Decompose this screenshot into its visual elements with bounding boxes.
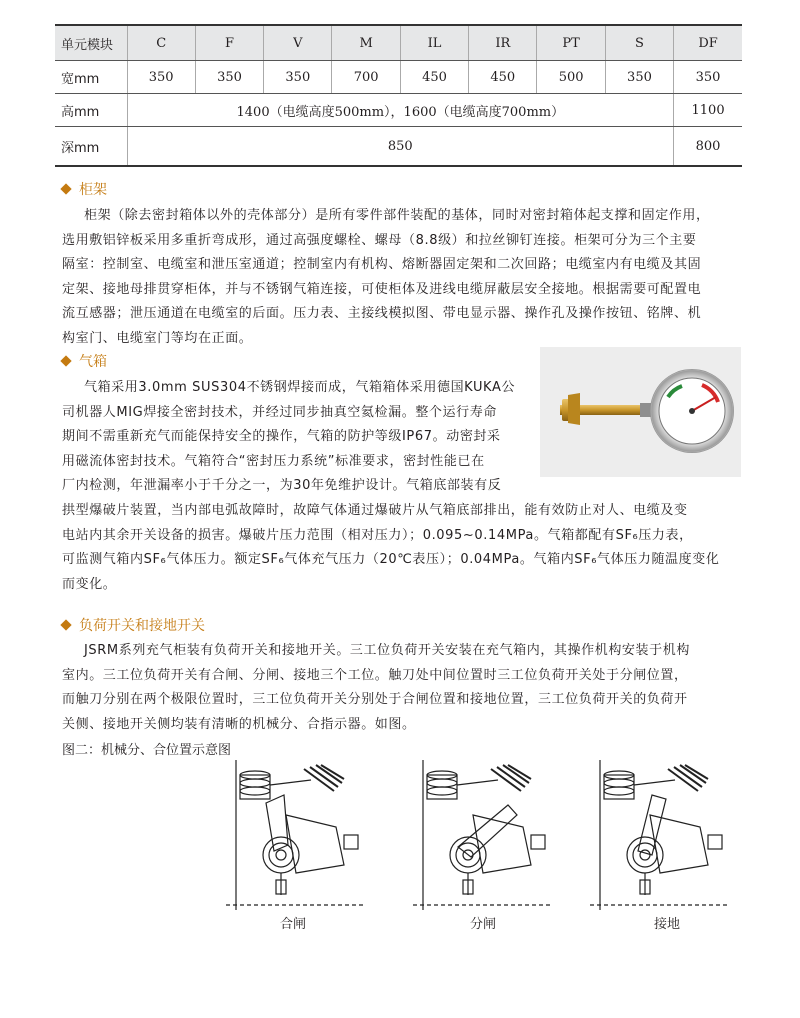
- paragraph-gasbox-full: [62, 499, 752, 597]
- table-cell-merged: 1400（电缆高度500mm），1600（电缆高度700mm）: [127, 94, 674, 127]
- section-heading-gasbox: [62, 351, 107, 371]
- diamond-bullet-icon: [60, 183, 71, 194]
- text-line: 厂内检测，年泄漏率小于千分之一，为30年免维护设计。气箱底部装有反: [62, 478, 502, 494]
- table-cell: 1100: [674, 94, 742, 127]
- text-line: 构室门、电缆室门等均在正面。: [62, 330, 253, 346]
- table-row-height: [55, 94, 742, 127]
- text-line: 选用敷铝锌板采用多重折弯成形，通过高强度螺栓、螺母（8.8级）和拉丝铆钉连接。柜架可分为三个主要: [62, 232, 697, 248]
- row-label: 宽mm: [55, 61, 127, 94]
- table-header-cell: IL: [400, 25, 468, 61]
- table-cell: 800: [674, 127, 742, 167]
- text-line: 室内。三工位负荷开关有合闸、分闸、接地三个工位。触刀处中间位置时三工位负荷开关处于分闸位置，: [62, 667, 688, 683]
- row-label: 深mm: [55, 127, 127, 167]
- section-heading-switch: [62, 615, 205, 635]
- mechanism-drawing-closed: [226, 755, 376, 915]
- table-header-cell: V: [264, 25, 332, 61]
- table-header-cell: F: [195, 25, 263, 61]
- text-line: 用磁流体密封技术。气箱符合“密封压力系统”标准要求，密封性能已在: [62, 453, 485, 469]
- table-cell: 350: [605, 61, 673, 94]
- table-header-cell: PT: [537, 25, 605, 61]
- diamond-bullet-icon: [60, 619, 71, 630]
- text-line: 拱型爆破片装置，当内部电弧故障时，故障气体通过爆破片从气箱底部排出，能有效防止对人、电缆及变: [62, 503, 688, 518]
- table-cell: 350: [264, 61, 332, 94]
- text-line: 而触刀分别在两个极限位置时，三工位负荷开关分别处于合闸位置和接地位置，三工位负荷开关的负荷开: [62, 692, 688, 708]
- section-title: 气箱: [79, 354, 107, 370]
- table-cell: 700: [332, 61, 400, 94]
- table-cell: 500: [537, 61, 605, 94]
- table-header-cell: IR: [469, 25, 537, 61]
- table-header-cell: M: [332, 25, 400, 61]
- paragraph-switch: [62, 639, 752, 737]
- figure-caption: 图二：机械分、合位置示意图: [62, 743, 232, 758]
- row-label: 高mm: [55, 94, 127, 127]
- mechanism-drawing-earthed: [590, 755, 740, 915]
- text-line: 司机器人MIG焊接全密封技术，并经过同步抽真空氦检漏。整个运行寿命: [62, 404, 497, 420]
- table-cell: 350: [195, 61, 263, 94]
- table-cell: 350: [127, 61, 195, 94]
- text-line: 气箱采用3.0mm SUS304不锈钢焊接而成，气箱箱体采用德国KUKA公: [84, 380, 516, 395]
- text-line: 隔室：控制室、电缆室和泄压室通道；控制室内有机构、熔断器固定架和二次回路；电缆室内有电缆及其固: [62, 257, 702, 273]
- table-header-cell: DF: [674, 25, 742, 61]
- table-header-row: [55, 25, 742, 61]
- text-line: 定架、接地母排贯穿柜体，并与不锈钢气箱连接，可使柜体及进线电缆屏蔽层安全接地。根据需要可配置电: [62, 281, 702, 297]
- table-cell-merged: 850: [127, 127, 674, 167]
- figure-label-open: 分闸: [470, 917, 497, 932]
- text-line: 期间不需重新充气而能保持安全的操作，气箱的防护等级IP67。动密封采: [62, 429, 501, 445]
- figure-label-earthed: 接地: [654, 917, 681, 932]
- section-heading-frame: [62, 179, 107, 199]
- table-row-width: [55, 61, 742, 94]
- table-cell: 450: [469, 61, 537, 94]
- section-title: 柜架: [79, 182, 107, 198]
- spec-table: [55, 24, 742, 167]
- table-header-cell: 单元模块: [55, 25, 127, 61]
- pressure-gauge-photo: [540, 347, 741, 477]
- paragraph-frame: [62, 204, 752, 352]
- text-line: 柜架（除去密封箱体以外的壳体部分）是所有零件部件装配的基体，同时对密封箱体起支撑和固定作用，: [84, 208, 710, 223]
- paragraph-gasbox-wrap: [62, 376, 532, 499]
- table-header-cell: C: [127, 25, 195, 61]
- text-line: 而变化。: [62, 576, 117, 592]
- section-title: 负荷开关和接地开关: [79, 618, 205, 634]
- table-cell: 350: [674, 61, 742, 94]
- mechanism-drawing-open: [413, 755, 563, 915]
- diamond-bullet-icon: [60, 355, 71, 366]
- pressure-gauge-drawing: [540, 347, 741, 477]
- text-line: JSRM系列充气柜装有负荷开关和接地开关。三工位负荷开关安装在充气箱内，其操作机构安装于机构: [84, 643, 690, 658]
- text-line: 流互感器；泄压通道在电缆室的后面。压力表、主接线模拟图、带电显示器、操作孔及操作按钮、铭牌、机: [62, 306, 702, 322]
- table-row-depth: [55, 127, 742, 167]
- text-line: 关侧、接地开关侧均装有清晰的机械分、合指示器。如图。: [62, 716, 416, 732]
- text-line: 电站内其余开关设备的损害。爆破片压力范围（相对压力）；0.095~0.14MPa。气箱都配有SF₆压力表，: [62, 527, 693, 543]
- table-header-cell: S: [605, 25, 673, 61]
- text-line: 可监测气箱内SF₆气体压力。额定SF₆气体充气压力（20℃表压）；0.04MPa。气箱内SF₆气体压力随温度变化: [62, 552, 720, 568]
- table-cell: 450: [400, 61, 468, 94]
- figure-label-closed: 合闸: [280, 917, 307, 932]
